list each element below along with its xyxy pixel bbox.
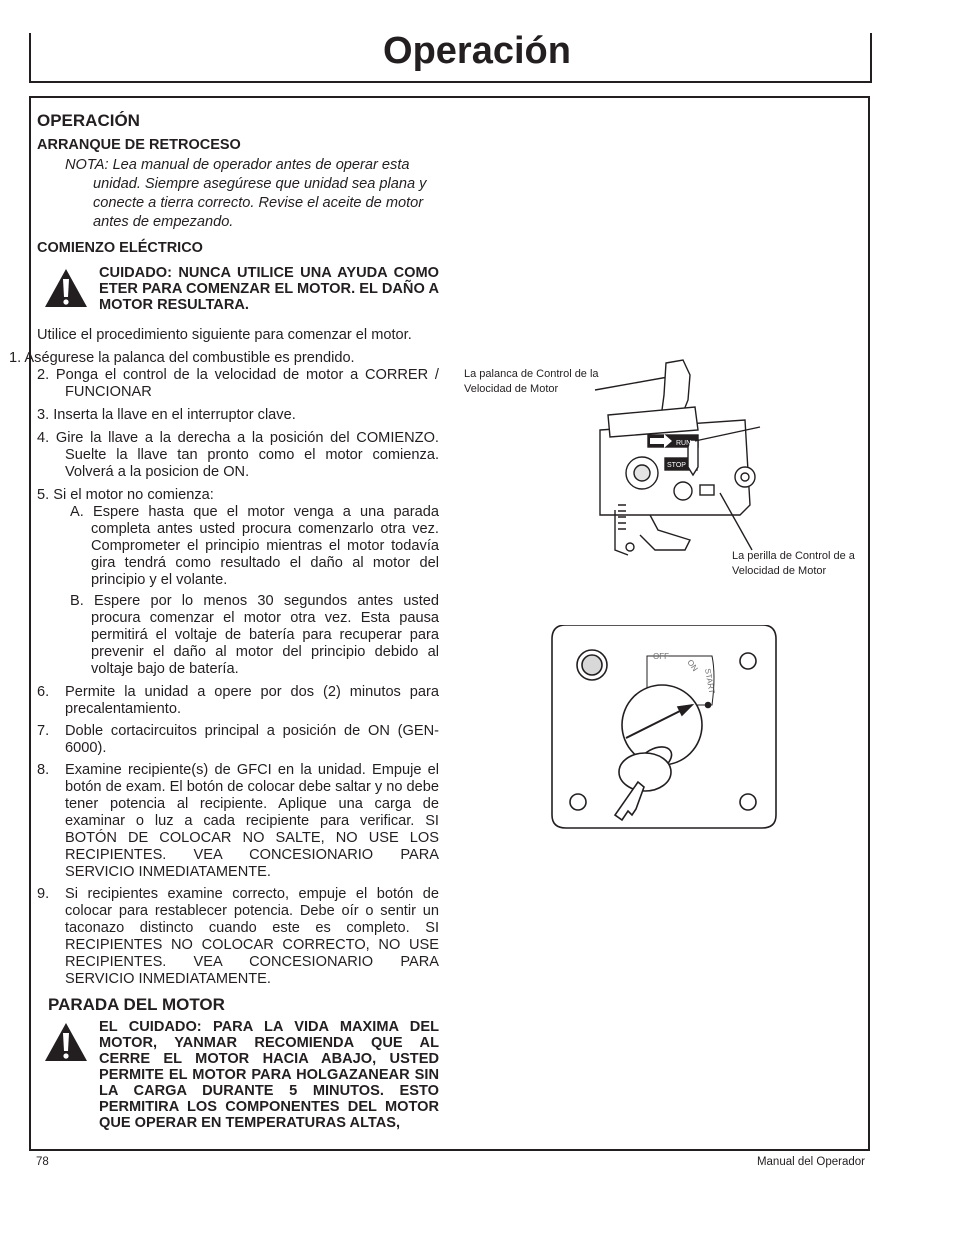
- step-8-number: 8.: [37, 762, 50, 778]
- start-label: START: [703, 667, 717, 695]
- page-title: Operación: [383, 30, 571, 72]
- key-switch-panel-illustration: [550, 625, 778, 830]
- step-4: 4. Gire la llave a la derecha a la posición del COMIENZO. Suelte la llave tan pronto como el motor comienza. Volverá a la posicion de ON.: [37, 430, 439, 480]
- lever-caption: La palanca de Control de la Velocidad de Motor: [464, 368, 599, 395]
- warning-icon: [43, 1021, 89, 1063]
- page-number: 78: [36, 1156, 49, 1168]
- step-9: [37, 886, 439, 988]
- speed-control-illustration: [580, 355, 780, 580]
- step-7: [37, 723, 439, 757]
- step-9-text: Si recipientes examine correcto, empuje el botón de colocar para restablecer potencia. Debe oír o sentir un taconazo distincto cuando este es completo. SI RECIPIENTES NO COLOCAR CORRECTO, NO USE RECIPIENTES. VEA CONCESIONARIO PARA SERVICIO INMEDIATAMENTE.: [65, 886, 439, 987]
- text-column: [9, 110, 440, 1131]
- subheading-recoil: ARRANQUE DE RETROCESO: [37, 137, 241, 153]
- stop-heading: PARADA DEL MOTOR: [48, 995, 225, 1014]
- subheading-electric: COMIENZO ELÉCTRICO: [37, 240, 203, 256]
- warning-icon: [43, 267, 89, 309]
- section-heading: OPERACIÓN: [37, 111, 140, 130]
- step-8: [37, 762, 439, 881]
- manual-title: Manual del Operador: [756, 1156, 865, 1168]
- step-6-number: 6.: [37, 684, 50, 700]
- run-label: RUN: [676, 440, 692, 447]
- step-6: [37, 684, 439, 718]
- step-5: 5. Si el motor no comienza:: [37, 487, 214, 503]
- sub-step-b: B. Espere por lo menos 30 segundos antes usted procura comenzar el motor otra vez. Esta pausa permitirá el voltaje de batería para recuperar para prevenir el daño al motor del principio debido al voltaje bajo de batería.: [70, 593, 439, 677]
- lever-leader-line: [595, 377, 668, 390]
- intro-text: Utilice el procedimiento siguiente para comenzar el motor.: [37, 327, 412, 343]
- step-3: 3. Inserta la llave en el interruptor clave.: [37, 407, 296, 423]
- warning-block-2: [37, 1019, 439, 1131]
- step-1: 1. Aségurese la palanca del combustible es prendido.: [9, 350, 355, 366]
- off-label: OFF: [653, 652, 669, 661]
- stop-label: STOP: [667, 462, 686, 469]
- step-9-number: 9.: [37, 886, 50, 902]
- step-7-text: Doble cortacircuitos principal a posición de ON (GEN-6000).: [65, 723, 439, 756]
- knob-caption: La perilla de Control de a Velocidad de Motor: [732, 550, 855, 577]
- warning-text-1: CUIDADO: NUNCA UTILICE UNA AYUDA COMO ETER PARA COMENZAR EL MOTOR. EL DAÑO A MOTOR RESULTARA.: [99, 265, 439, 313]
- warning-text-2: EL CUIDADO: PARA LA VIDA MAXIMA DEL MOTOR, YANMAR RECOMIENDA QUE AL CERRE EL MOTOR HACIA ABAJO, USTED PERMITE EL MOTOR PARA HOLGAZANEAR SIN LA CARGA DURANTE 5 MINUTOS. ESTO PERMITIRA LOS COMPONENTES DEL MOTOR QUE OPERAR EN TEMPERATURAS ALTAS,: [99, 1019, 439, 1131]
- warning-block-1: [37, 265, 439, 313]
- note: NOTA: Lea manual de operador antes de operar esta unidad. Siempre asegúrese que unidad sea plana y conecte a tierra correcto. Revise el aceite de motor antes de empezando.: [65, 157, 427, 230]
- step-6-text: Permite la unidad a opere por dos (2) minutos para precalentamiento.: [65, 684, 439, 717]
- step-2: 2. Ponga el control de la velocidad de motor a CORRER / FUNCIONAR: [37, 367, 439, 400]
- step-7-number: 7.: [37, 723, 50, 739]
- step-8-text: Examine recipiente(s) de GFCI en la unidad. Empuje el botón de exam. El botón de colocar debe saltar y no debe tener potencia al recipiente. Aplique una carga de examinar o luz a cada recipiente para verificar. SI BOTÓN DE COLOCAR NO SALTE, NO USE LOS RECIPIENTES. VEA CONCESIONARIO PARA SERVICIO INMEDIATAMENTE.: [65, 762, 440, 880]
- on-label: ON: [685, 657, 700, 673]
- sub-step-a: A. Espere hasta que el motor venga a una parada completa antes usted procura comenzarlo otra vez. Comprometer el principio mientras el motor todavía gira tendrá como resultado el daño al motor del principio y el volante.: [70, 504, 439, 588]
